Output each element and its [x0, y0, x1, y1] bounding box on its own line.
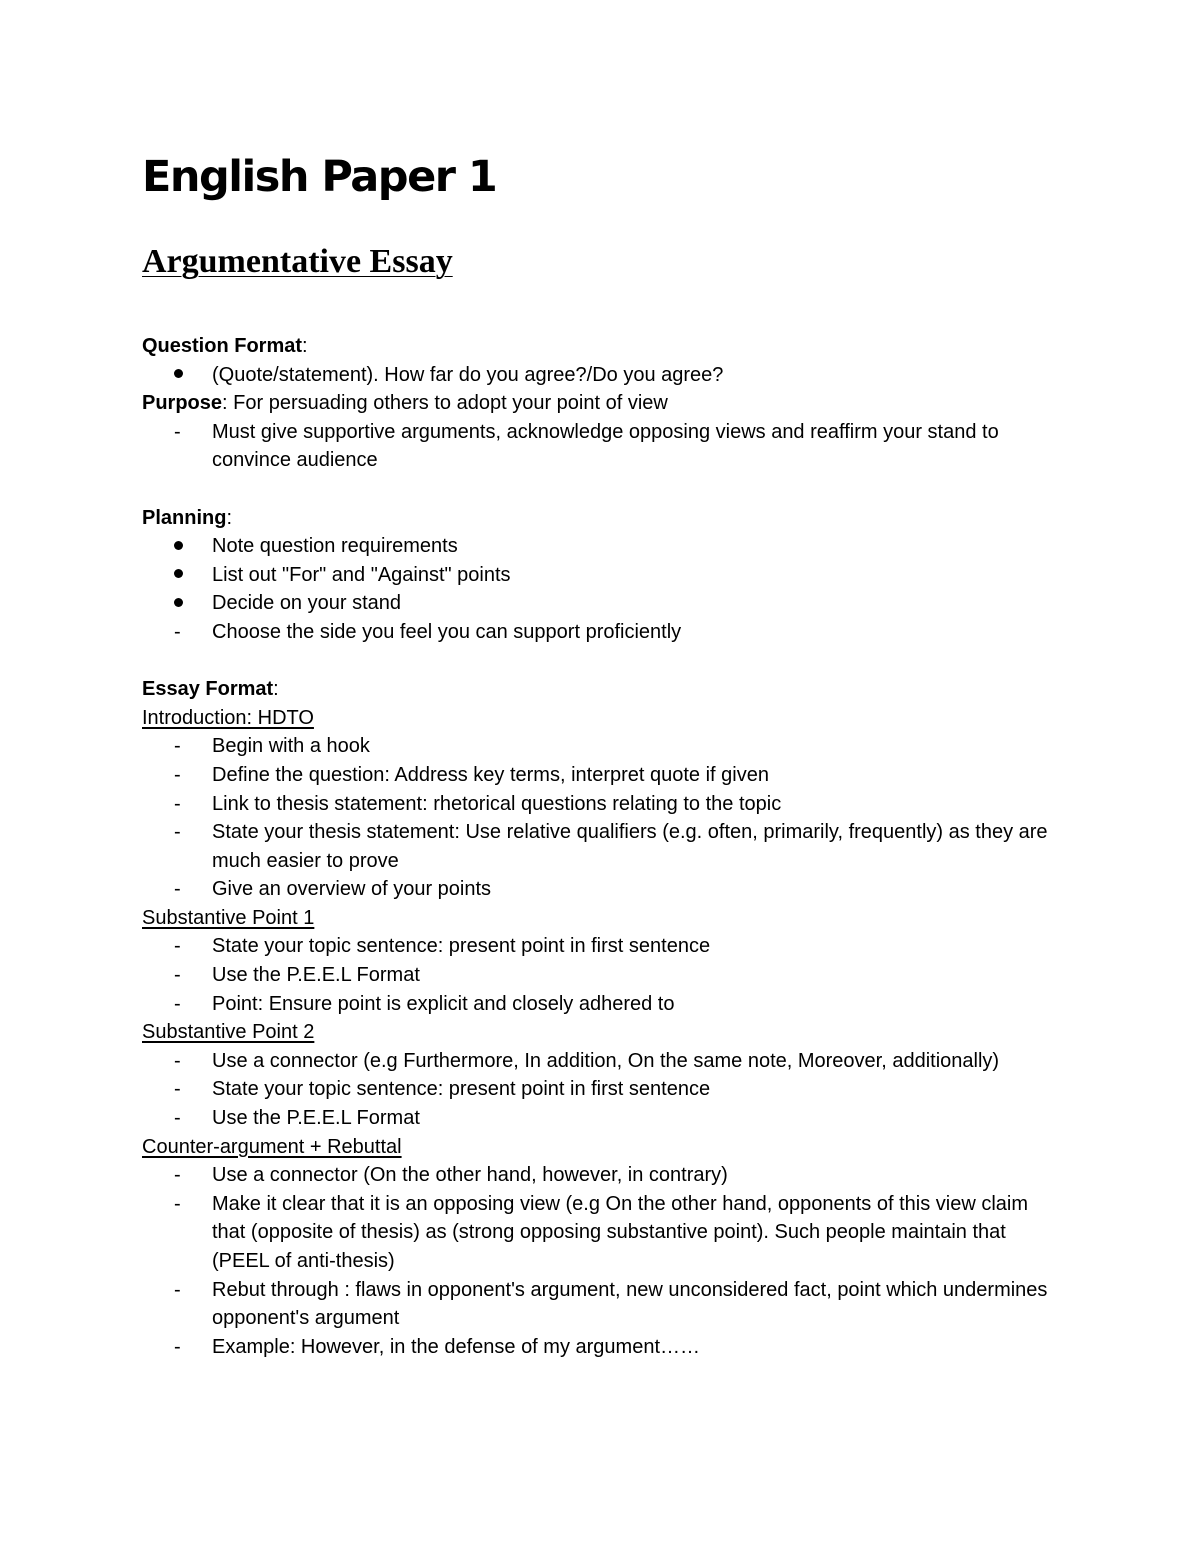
list-item: - Choose the side you feel you can support proficiently [142, 618, 1062, 647]
essay-format-heading: Essay Format: [142, 678, 279, 701]
substantive-point-2-heading: Substantive Point 2 [142, 1021, 315, 1044]
list-item: - State your thesis statement: Use relative qualifiers (e.g. often, primarily, frequently) as they are much easier to prove [142, 818, 1062, 875]
list-item: Note question requirements [142, 532, 1062, 561]
document-page [142, 140, 1062, 1361]
question-format-heading: Question Format: [142, 335, 308, 357]
dash-icon: - [174, 964, 181, 987]
list-item: - State your topic sentence: present point in first sentence [142, 1075, 1062, 1104]
bullet-icon [142, 589, 212, 618]
dash-icon: - [174, 1192, 181, 1215]
document-body [142, 332, 1062, 1361]
dash-icon: - [174, 992, 181, 1015]
list-item: (Quote/statement). How far do you agree?/Do you agree? [142, 361, 1062, 390]
bullet-icon [142, 532, 212, 561]
list-item: - Make it clear that it is an opposing view (e.g On the other hand, opponents of this view claim that (opposite of thesis) as (strong opposing substantive point). Such people maintain that (PEEL of anti-thesis) [142, 1190, 1062, 1276]
dash-icon: - [174, 935, 181, 958]
list-item: - Give an overview of your points [142, 875, 1062, 904]
list-item: - Link to thesis statement: rhetorical questions relating to the topic [142, 790, 1062, 819]
list-item: - Begin with a hook [142, 732, 1062, 761]
list-item: - Rebut through : flaws in opponent's argument, new unconsidered fact, point which undermines opponent's argument [142, 1276, 1062, 1333]
dash-icon: - [174, 620, 181, 643]
bullet-icon [142, 361, 212, 390]
purpose-line: Purpose: For persuading others to adopt your point of view [142, 392, 668, 415]
dash-icon: - [174, 821, 181, 844]
introduction-heading: Introduction: HDTO [142, 706, 314, 729]
counter-argument-heading: Counter-argument + Rebuttal [142, 1135, 402, 1158]
list-item: List out "For" and "Against" points [142, 561, 1062, 590]
document-subtitle: Argumentative Essay [142, 243, 453, 280]
dash-icon: - [174, 1049, 181, 1072]
dash-icon: - [174, 1107, 181, 1130]
dash-icon: - [174, 1335, 181, 1358]
list-item: - Example: However, in the defense of my argument…… [142, 1333, 1062, 1362]
planning-section [142, 504, 1062, 647]
list-item: Decide on your stand [142, 589, 1062, 618]
essay-format-section [142, 675, 1062, 1361]
dash-icon: - [174, 1278, 181, 1301]
list-item: - Use the P.E.E.L Format [142, 1104, 1062, 1133]
list-item: - Point: Ensure point is explicit and closely adhered to [142, 990, 1062, 1019]
purpose-section [142, 389, 1062, 475]
dash-icon: - [174, 763, 181, 786]
substantive-point-1-heading: Substantive Point 1 [142, 906, 315, 929]
dash-icon: - [174, 1164, 181, 1187]
dash-icon: - [174, 878, 181, 901]
dash-icon: - [174, 792, 181, 815]
bullet-icon [142, 561, 212, 590]
list-item: - Use a connector (On the other hand, however, in contrary) [142, 1161, 1062, 1190]
list-item: - Use the P.E.E.L Format [142, 961, 1062, 990]
document-title: English Paper 1 [142, 152, 497, 202]
dash-icon: - [174, 420, 181, 443]
planning-heading: Planning: [142, 506, 233, 529]
dash-icon: - [174, 1078, 181, 1101]
list-item: - Use a connector (e.g Furthermore, In addition, On the same note, Moreover, additionally) [142, 1047, 1062, 1076]
list-item: - State your topic sentence: present point in first sentence [142, 932, 1062, 961]
question-format-section [142, 332, 1062, 389]
list-item: - Define the question: Address key terms, interpret quote if given [142, 761, 1062, 790]
list-item: - Must give supportive arguments, acknowledge opposing views and reaffirm your stand to convince audience [142, 418, 1062, 475]
dash-icon: - [174, 735, 181, 758]
